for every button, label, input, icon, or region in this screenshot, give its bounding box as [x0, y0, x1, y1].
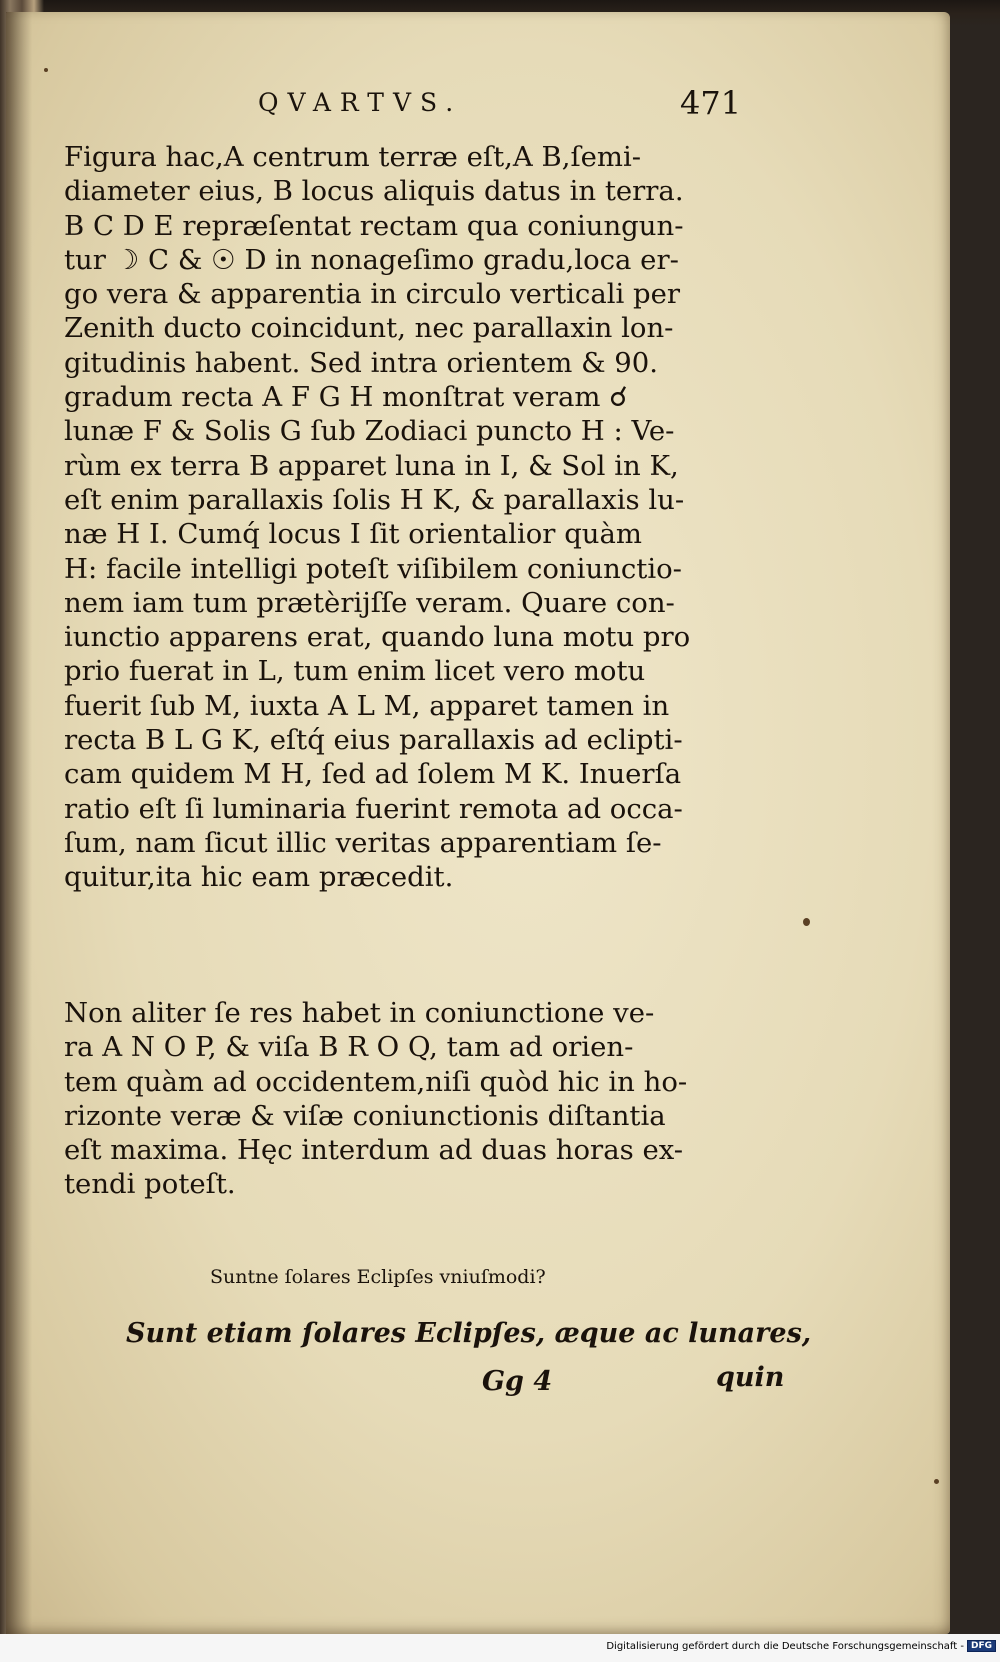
text-line: ra A N O P, & viſa B R O Q, tam ad orien-: [64, 1031, 634, 1064]
dfg-logo[interactable]: DFG: [967, 1640, 996, 1652]
text-line: gitudinis habent. Sed intra orientem & 90.: [64, 346, 659, 379]
paper-speck: [934, 1479, 939, 1484]
text-line: rùm ex terra B apparet luna in I, & Sol in K,: [64, 449, 679, 482]
text-line: nem iam tum prætèrijſſe veram. Quare con-: [64, 586, 675, 619]
page-gutter-shadow: [6, 12, 32, 1634]
digitization-credit: [606, 1640, 996, 1652]
text-line: B C D E repræſentat rectam qua coniungun-: [64, 209, 684, 242]
text-line: rizonte veræ & viſæ coniunctionis diſtantia: [64, 1099, 666, 1132]
text-line: diameter eius, B locus aliquis datus in terra.: [64, 175, 684, 208]
text-line: prio fuerat in L, tum enim licet vero motu: [64, 655, 646, 688]
paragraph-1: [64, 140, 764, 895]
text-line: lunæ F & Solis G ſub Zodiaci puncto H : Ve-: [64, 415, 675, 448]
text-line: Zenith ducto coincidunt, nec parallaxin lon-: [64, 312, 674, 345]
text-line: cam quidem M H, ſed ad ſolem M K. Inuerſa: [64, 758, 682, 791]
text-line: eſt maxima. Hęc interdum ad duas horas ex-: [64, 1134, 684, 1167]
paper-speck: [803, 918, 810, 926]
text-line: ratio eſt ſi luminaria fuerint remota ad occa-: [64, 792, 683, 825]
text-line: fuerit ſub M, iuxta A L M, apparet tamen in: [64, 689, 670, 722]
text-line: gradum recta A F G H monſtrat veram ☌: [64, 381, 628, 414]
text-line: H: facile intelligi poteſt viſibilem coniunctio-: [64, 552, 682, 585]
paragraph-2: [64, 996, 764, 1202]
text-line: ſum, nam ſicut illic veritas apparentiam ſe-: [64, 826, 662, 859]
paper-speck: [44, 68, 48, 72]
question-heading: Suntne ſolares Eclipſes vniuſmodi?: [210, 1266, 546, 1288]
text-line: eſt enim parallaxis ſolis H K, & parallaxis lu-: [64, 483, 685, 516]
text-line: quitur,ita hic eam præcedit.: [64, 861, 454, 894]
text-line: go vera & apparentia in circulo verticali per: [64, 278, 681, 311]
text-line: tendi poteſt.: [64, 1168, 236, 1201]
running-head: QVARTVS.: [258, 88, 463, 117]
text-line: recta B L G K, eſtq́ eius parallaxis ad eclipti-: [64, 724, 683, 757]
text-line: næ H I. Cumq́ locus I ſit orientalior quàm: [64, 518, 642, 551]
text-line: tem quàm ad occidentem,niſi quòd hic in ho-: [64, 1065, 688, 1098]
page-number: 471: [680, 84, 742, 122]
text-line: iunctio apparens erat, quando luna motu pro: [64, 621, 691, 654]
catchword: quin: [716, 1362, 785, 1393]
text-line: Figura hac,A centrum terræ eſt,A B,ſemi-: [64, 141, 642, 173]
signature-mark: Gg 4: [482, 1366, 553, 1397]
answer-line: Sunt etiam ſolares Eclipſes, æque ac lunares,: [126, 1318, 812, 1349]
text-line: tur ☽ C & ☉ D in nonageſimo gradu,loca er-: [64, 243, 679, 276]
text-line: Non aliter ſe res habet in coniunctione ve-: [64, 997, 655, 1029]
credit-text: Digitalisierung gefördert durch die Deutsche Forschungsgemeinschaft -: [606, 1641, 964, 1652]
